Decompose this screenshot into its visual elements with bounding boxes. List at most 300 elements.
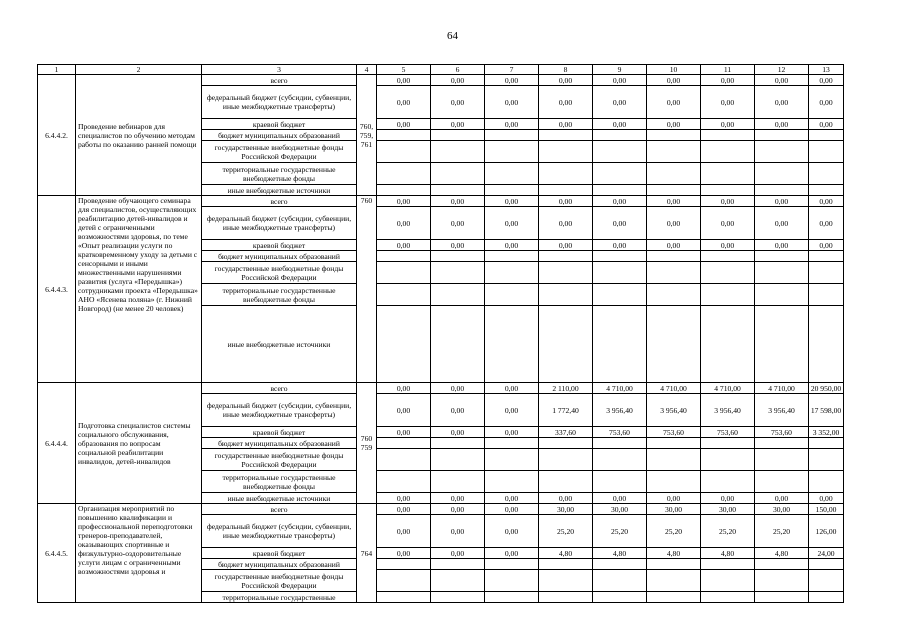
- value-cell: [539, 592, 593, 603]
- value-cell: [431, 141, 485, 163]
- value-cell: 0,00: [377, 504, 431, 515]
- value-cell: 0,00: [485, 196, 539, 207]
- value-cell: [431, 449, 485, 471]
- value-cell: [755, 251, 809, 262]
- value-cell: 0,00: [539, 86, 593, 119]
- value-cell: 0,00: [593, 493, 647, 504]
- value-cell: 150,00: [809, 504, 844, 515]
- value-cell: 0,00: [539, 240, 593, 251]
- value-cell: 0,00: [431, 240, 485, 251]
- value-cell: 2 110,00: [539, 383, 593, 394]
- funding-source: краевой бюджет: [202, 548, 357, 559]
- value-cell: [593, 449, 647, 471]
- value-cell: 3 956,40: [701, 394, 755, 427]
- value-cell: [701, 449, 755, 471]
- value-cell: 0,00: [647, 493, 701, 504]
- value-cell: [755, 306, 809, 383]
- value-cell: 3 956,40: [755, 394, 809, 427]
- funding-source: федеральный бюджет (субсидии, субвенции, иные межбюджетные трансферты): [202, 86, 357, 119]
- value-cell: 0,00: [593, 119, 647, 130]
- value-cell: [431, 130, 485, 141]
- value-cell: [755, 141, 809, 163]
- value-cell: [431, 559, 485, 570]
- value-cell: 25,20: [593, 515, 647, 548]
- value-cell: 0,00: [431, 427, 485, 438]
- column-header: 7: [485, 65, 539, 75]
- value-cell: 0,00: [647, 86, 701, 119]
- value-cell: [431, 471, 485, 493]
- value-cell: [377, 130, 431, 141]
- value-cell: 4 710,00: [593, 383, 647, 394]
- value-cell: 1 772,40: [539, 394, 593, 427]
- value-cell: 0,00: [539, 207, 593, 240]
- section-code: 6.4.4.5.: [38, 504, 76, 603]
- value-cell: [755, 163, 809, 185]
- value-cell: [593, 262, 647, 284]
- value-cell: [809, 163, 844, 185]
- value-cell: [701, 592, 755, 603]
- value-cell: [539, 163, 593, 185]
- funding-source: государственные внебюджетные фонды Российской Федерации: [202, 262, 357, 284]
- value-cell: [809, 449, 844, 471]
- value-cell: [647, 141, 701, 163]
- value-cell: [701, 130, 755, 141]
- value-cell: 4,80: [701, 548, 755, 559]
- value-cell: 0,00: [431, 119, 485, 130]
- column-header: 1: [38, 65, 76, 75]
- value-cell: 0,00: [485, 515, 539, 548]
- value-cell: 0,00: [701, 493, 755, 504]
- value-cell: [377, 251, 431, 262]
- value-cell: [431, 570, 485, 592]
- value-cell: 0,00: [539, 196, 593, 207]
- value-cell: 0,00: [809, 75, 844, 86]
- value-cell: 0,00: [485, 383, 539, 394]
- value-cell: 0,00: [377, 240, 431, 251]
- value-cell: [485, 141, 539, 163]
- value-cell: 20 950,00: [809, 383, 844, 394]
- value-cell: [593, 163, 647, 185]
- value-cell: 0,00: [431, 75, 485, 86]
- value-cell: 0,00: [809, 240, 844, 251]
- value-cell: [809, 284, 844, 306]
- value-cell: 0,00: [809, 196, 844, 207]
- value-cell: 0,00: [377, 394, 431, 427]
- value-cell: [593, 306, 647, 383]
- value-cell: 0,00: [485, 86, 539, 119]
- value-cell: [485, 306, 539, 383]
- value-cell: 0,00: [431, 207, 485, 240]
- value-cell: [377, 262, 431, 284]
- value-cell: [593, 185, 647, 196]
- value-cell: [647, 163, 701, 185]
- value-cell: 0,00: [647, 196, 701, 207]
- value-cell: [647, 185, 701, 196]
- value-cell: 0,00: [431, 86, 485, 119]
- value-cell: [431, 306, 485, 383]
- value-cell: [593, 130, 647, 141]
- value-cell: 4,80: [539, 548, 593, 559]
- section-code: 6.4.4.2.: [38, 75, 76, 196]
- value-cell: 0,00: [377, 207, 431, 240]
- funding-source: краевой бюджет: [202, 119, 357, 130]
- budget-code: 760 759: [357, 383, 377, 504]
- value-cell: 30,00: [647, 504, 701, 515]
- budget-code: 760, 759, 761: [357, 75, 377, 196]
- column-header: 5: [377, 65, 431, 75]
- value-cell: [485, 449, 539, 471]
- value-cell: 4,80: [647, 548, 701, 559]
- value-cell: [485, 251, 539, 262]
- value-cell: 0,00: [485, 240, 539, 251]
- value-cell: [755, 559, 809, 570]
- column-header: 2: [76, 65, 202, 75]
- value-cell: 0,00: [377, 427, 431, 438]
- value-cell: 25,20: [701, 515, 755, 548]
- value-cell: 0,00: [701, 240, 755, 251]
- value-cell: 0,00: [755, 493, 809, 504]
- value-cell: 753,60: [593, 427, 647, 438]
- value-cell: 25,20: [539, 515, 593, 548]
- value-cell: 0,00: [377, 548, 431, 559]
- column-header: 8: [539, 65, 593, 75]
- value-cell: 0,00: [485, 548, 539, 559]
- value-cell: 126,00: [809, 515, 844, 548]
- value-cell: 0,00: [755, 196, 809, 207]
- value-cell: [485, 570, 539, 592]
- value-cell: [539, 570, 593, 592]
- value-cell: [647, 592, 701, 603]
- funding-source: всего: [202, 383, 357, 394]
- value-cell: 0,00: [431, 196, 485, 207]
- value-cell: 0,00: [647, 119, 701, 130]
- table-row: [38, 196, 844, 207]
- value-cell: 3 956,40: [647, 394, 701, 427]
- value-cell: 0,00: [377, 383, 431, 394]
- value-cell: 30,00: [539, 504, 593, 515]
- section-title: Проведение вебинаров для специалистов по обучению методам работы по оказанию ранней помощи: [76, 75, 202, 196]
- value-cell: [377, 449, 431, 471]
- budget-code: 764: [357, 504, 377, 603]
- value-cell: [377, 284, 431, 306]
- value-cell: 0,00: [809, 119, 844, 130]
- funding-source: бюджет муниципальных образований: [202, 251, 357, 262]
- value-cell: [485, 438, 539, 449]
- section-title: Подготовка специалистов системы социального обслуживания, образования по вопросам социальной реабилитации инвалидов, детей-инвалидов: [76, 383, 202, 504]
- value-cell: [593, 592, 647, 603]
- funding-source: иные внебюджетные источники: [202, 306, 357, 383]
- funding-source: территориальные государственные внебюджетные фонды: [202, 284, 357, 306]
- value-cell: 0,00: [755, 75, 809, 86]
- funding-source: краевой бюджет: [202, 427, 357, 438]
- value-cell: 4 710,00: [755, 383, 809, 394]
- value-cell: [809, 570, 844, 592]
- value-cell: [701, 163, 755, 185]
- value-cell: [647, 559, 701, 570]
- funding-source: государственные внебюджетные фонды Российской Федерации: [202, 449, 357, 471]
- budget-code: 760: [357, 196, 377, 383]
- value-cell: 0,00: [701, 196, 755, 207]
- value-cell: 24,00: [809, 548, 844, 559]
- section-title: Проведение обучающего семинара для специалистов, осуществляющих реабилитацию детей-инвалидов и детей с ограниченными возможностями здоровья, по теме «Опыт реализации услуги по кратковременному уходу за детьми с сенсорными и иными множественными нарушениями развития (услуга «Передышка») сотрудниками проекта «Передышка» АНО «Ясенева поляна» (г. Нижний Новгород) (не менее 20 человек): [76, 196, 202, 383]
- value-cell: 0,00: [701, 119, 755, 130]
- value-cell: [377, 592, 431, 603]
- value-cell: [485, 163, 539, 185]
- value-cell: [593, 251, 647, 262]
- value-cell: [539, 262, 593, 284]
- value-cell: [701, 284, 755, 306]
- value-cell: 0,00: [593, 75, 647, 86]
- funding-source: иные внебюджетные источники: [202, 185, 357, 196]
- value-cell: [377, 570, 431, 592]
- value-cell: [701, 306, 755, 383]
- value-cell: 0,00: [593, 196, 647, 207]
- funding-source: краевой бюджет: [202, 240, 357, 251]
- column-header: 13: [809, 65, 844, 75]
- value-cell: [377, 306, 431, 383]
- value-cell: 753,60: [701, 427, 755, 438]
- funding-source: территориальные государственные внебюджетные фонды: [202, 471, 357, 493]
- value-cell: 0,00: [755, 240, 809, 251]
- table-row: [38, 75, 844, 86]
- table-row: [38, 383, 844, 394]
- value-cell: [701, 438, 755, 449]
- value-cell: [647, 130, 701, 141]
- value-cell: [755, 449, 809, 471]
- value-cell: [701, 559, 755, 570]
- column-header: 12: [755, 65, 809, 75]
- value-cell: 337,60: [539, 427, 593, 438]
- value-cell: [809, 130, 844, 141]
- value-cell: [701, 570, 755, 592]
- value-cell: [809, 185, 844, 196]
- value-cell: [647, 570, 701, 592]
- value-cell: [431, 284, 485, 306]
- funding-source: федеральный бюджет (субсидии, субвенции, иные межбюджетные трансферты): [202, 394, 357, 427]
- value-cell: 4 710,00: [701, 383, 755, 394]
- value-cell: 4,80: [593, 548, 647, 559]
- value-cell: 0,00: [809, 86, 844, 119]
- value-cell: [755, 185, 809, 196]
- value-cell: [377, 141, 431, 163]
- funding-source: территориальные государственные: [202, 592, 357, 603]
- value-cell: [647, 262, 701, 284]
- value-cell: [431, 438, 485, 449]
- section-code: 6.4.4.4.: [38, 383, 76, 504]
- value-cell: [755, 130, 809, 141]
- value-cell: 753,60: [755, 427, 809, 438]
- value-cell: [809, 471, 844, 493]
- value-cell: [647, 284, 701, 306]
- value-cell: [539, 251, 593, 262]
- funding-source: государственные внебюджетные фонды Российской Федерации: [202, 141, 357, 163]
- value-cell: 0,00: [377, 75, 431, 86]
- value-cell: [377, 185, 431, 196]
- value-cell: 0,00: [647, 75, 701, 86]
- value-cell: 0,00: [593, 207, 647, 240]
- funding-source: федеральный бюджет (субсидии, субвенции, иные межбюджетные трансферты): [202, 515, 357, 548]
- value-cell: [485, 284, 539, 306]
- value-cell: 0,00: [431, 383, 485, 394]
- value-cell: [647, 251, 701, 262]
- value-cell: [539, 449, 593, 471]
- value-cell: [701, 141, 755, 163]
- value-cell: [755, 262, 809, 284]
- value-cell: 0,00: [485, 75, 539, 86]
- value-cell: 30,00: [593, 504, 647, 515]
- section-title: Организация мероприятий по повышению квалификации и профессиональной переподготовки тренеров-преподавателей, оказывающих спортивные и физкультурно-оздоровительные услуги лицам с ограниченными возможностями здоровья и: [76, 504, 202, 603]
- funding-source: иные внебюджетные источники: [202, 493, 357, 504]
- value-cell: [431, 592, 485, 603]
- value-cell: 0,00: [485, 427, 539, 438]
- funding-source: федеральный бюджет (субсидии, субвенции, иные межбюджетные трансферты): [202, 207, 357, 240]
- value-cell: 0,00: [647, 207, 701, 240]
- value-cell: [755, 592, 809, 603]
- value-cell: [431, 185, 485, 196]
- value-cell: [539, 284, 593, 306]
- value-cell: [485, 185, 539, 196]
- value-cell: [809, 438, 844, 449]
- column-header: 10: [647, 65, 701, 75]
- value-cell: [647, 306, 701, 383]
- value-cell: 0,00: [377, 119, 431, 130]
- funding-source: государственные внебюджетные фонды Российской Федерации: [202, 570, 357, 592]
- value-cell: 753,60: [647, 427, 701, 438]
- funding-source: территориальные государственные внебюджетные фонды: [202, 163, 357, 185]
- value-cell: [377, 471, 431, 493]
- value-cell: [539, 471, 593, 493]
- column-header: 4: [357, 65, 377, 75]
- value-cell: [593, 141, 647, 163]
- value-cell: [593, 284, 647, 306]
- value-cell: [647, 438, 701, 449]
- funding-source: всего: [202, 75, 357, 86]
- value-cell: [755, 570, 809, 592]
- value-cell: 0,00: [755, 86, 809, 119]
- value-cell: 0,00: [755, 119, 809, 130]
- value-cell: 0,00: [485, 119, 539, 130]
- value-cell: [701, 185, 755, 196]
- value-cell: 0,00: [485, 207, 539, 240]
- value-cell: 0,00: [755, 207, 809, 240]
- value-cell: [485, 130, 539, 141]
- value-cell: [593, 438, 647, 449]
- table-row: [38, 504, 844, 515]
- value-cell: [485, 471, 539, 493]
- value-cell: [809, 559, 844, 570]
- value-cell: 30,00: [701, 504, 755, 515]
- value-cell: [701, 251, 755, 262]
- value-cell: [539, 141, 593, 163]
- value-cell: [593, 559, 647, 570]
- funding-source: бюджет муниципальных образований: [202, 130, 357, 141]
- value-cell: [485, 262, 539, 284]
- funding-source: всего: [202, 504, 357, 515]
- value-cell: 0,00: [377, 515, 431, 548]
- funding-source: бюджет муниципальных образований: [202, 559, 357, 570]
- value-cell: [431, 262, 485, 284]
- value-cell: 0,00: [701, 75, 755, 86]
- value-cell: [701, 471, 755, 493]
- value-cell: [809, 262, 844, 284]
- value-cell: 0,00: [431, 504, 485, 515]
- value-cell: [377, 438, 431, 449]
- value-cell: 0,00: [377, 196, 431, 207]
- value-cell: 0,00: [431, 493, 485, 504]
- value-cell: 0,00: [701, 86, 755, 119]
- value-cell: [539, 438, 593, 449]
- value-cell: 0,00: [809, 207, 844, 240]
- value-cell: 0,00: [431, 394, 485, 427]
- value-cell: [431, 251, 485, 262]
- value-cell: [377, 163, 431, 185]
- value-cell: [647, 449, 701, 471]
- value-cell: [539, 130, 593, 141]
- value-cell: [809, 592, 844, 603]
- value-cell: 0,00: [377, 86, 431, 119]
- funding-source: бюджет муниципальных образований: [202, 438, 357, 449]
- value-cell: 0,00: [539, 75, 593, 86]
- value-cell: [431, 163, 485, 185]
- page-number: 64: [447, 30, 458, 42]
- funding-source: всего: [202, 196, 357, 207]
- value-cell: 25,20: [647, 515, 701, 548]
- value-cell: 3 352,00: [809, 427, 844, 438]
- value-cell: [647, 471, 701, 493]
- value-cell: 25,20: [755, 515, 809, 548]
- value-cell: [755, 438, 809, 449]
- value-cell: 0,00: [485, 504, 539, 515]
- value-cell: 0,00: [593, 240, 647, 251]
- value-cell: [809, 141, 844, 163]
- value-cell: 0,00: [431, 515, 485, 548]
- value-cell: 0,00: [701, 207, 755, 240]
- value-cell: 0,00: [539, 493, 593, 504]
- column-header-row: [38, 65, 844, 75]
- value-cell: [539, 185, 593, 196]
- value-cell: [539, 559, 593, 570]
- value-cell: [593, 471, 647, 493]
- value-cell: [809, 251, 844, 262]
- value-cell: 3 956,40: [593, 394, 647, 427]
- value-cell: 0,00: [485, 394, 539, 427]
- value-cell: 30,00: [755, 504, 809, 515]
- value-cell: 4 710,00: [647, 383, 701, 394]
- value-cell: 0,00: [485, 493, 539, 504]
- value-cell: [809, 306, 844, 383]
- value-cell: [593, 570, 647, 592]
- value-cell: 4,80: [755, 548, 809, 559]
- value-cell: [539, 306, 593, 383]
- value-cell: 0,00: [377, 493, 431, 504]
- column-header: 6: [431, 65, 485, 75]
- value-cell: [755, 471, 809, 493]
- value-cell: 17 598,00: [809, 394, 844, 427]
- value-cell: 0,00: [431, 548, 485, 559]
- value-cell: [485, 592, 539, 603]
- value-cell: [701, 262, 755, 284]
- value-cell: 0,00: [647, 240, 701, 251]
- value-cell: [485, 559, 539, 570]
- value-cell: 0,00: [809, 493, 844, 504]
- value-cell: 0,00: [593, 86, 647, 119]
- value-cell: [755, 284, 809, 306]
- budget-table: [37, 64, 844, 603]
- column-header: 9: [593, 65, 647, 75]
- column-header: 11: [701, 65, 755, 75]
- section-code: 6.4.4.3.: [38, 196, 76, 383]
- value-cell: [377, 559, 431, 570]
